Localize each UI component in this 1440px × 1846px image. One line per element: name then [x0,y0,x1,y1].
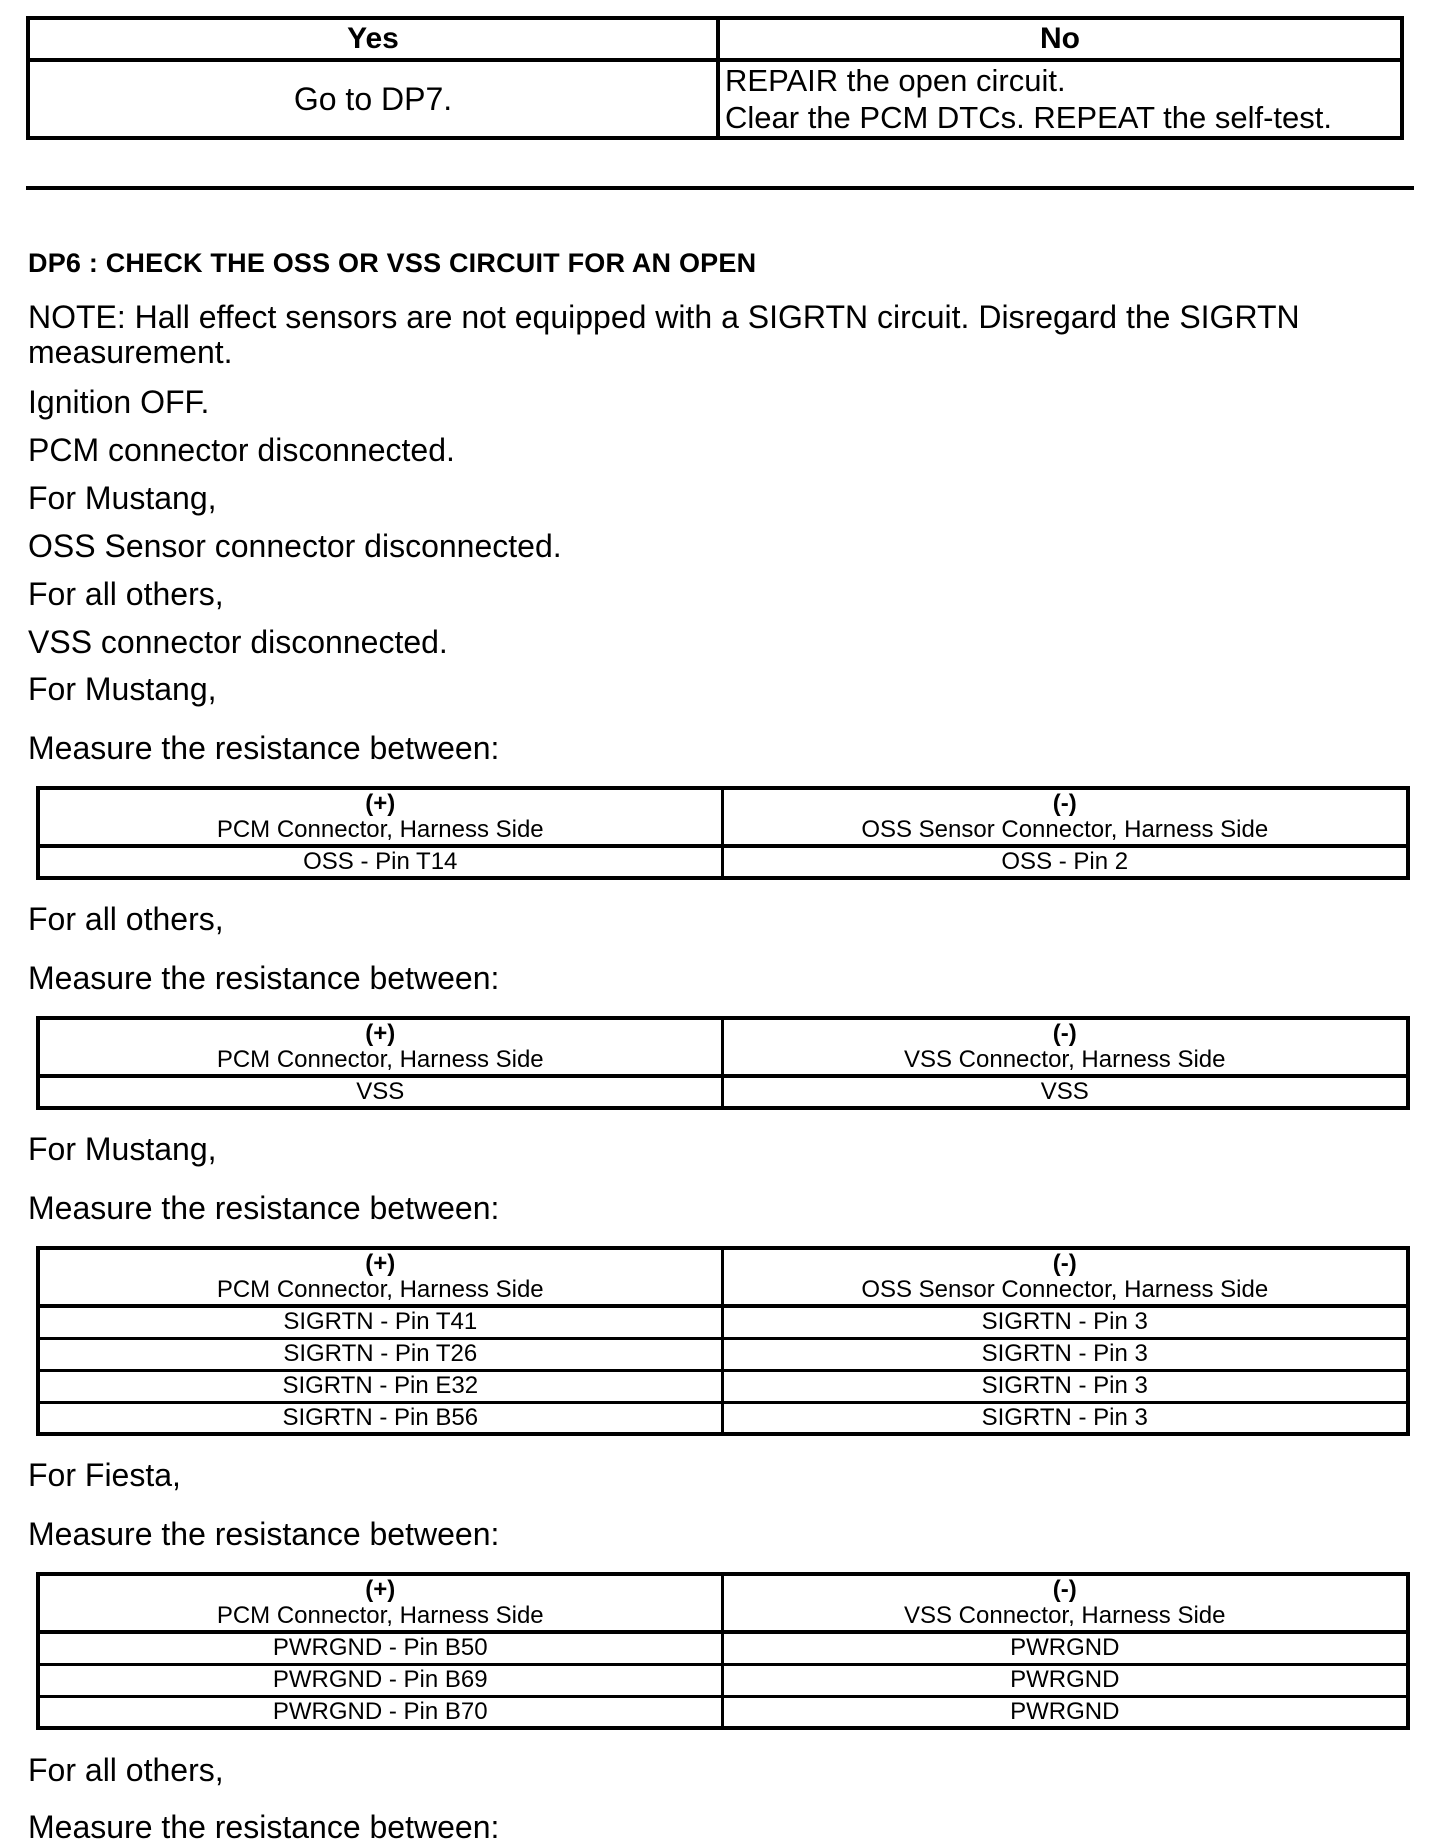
vehicle-label: For Fiesta, [28,1457,181,1493]
plus-label: PCM Connector, Harness Side [216,1276,544,1303]
minus-pin: OSS - Pin 2 [722,846,1408,878]
plus-pin: PWRGND - Pin B70 [38,1696,722,1728]
minus-label: VSS Connector, Harness Side [903,1602,1226,1629]
step-pcm-disconnect: PCM connector disconnected. [28,432,455,468]
plus-header [38,788,722,846]
minus-header [722,788,1408,846]
section-title: DP6 : CHECK THE OSS OR VSS CIRCUIT FOR AN OPEN [28,248,757,278]
minus-pin: PWRGND [722,1664,1408,1696]
measurement-table-sigrtn [36,1246,1410,1436]
yes-header: Yes [28,18,718,60]
plus-pin: OSS - Pin T14 [38,846,722,878]
step-for-mustang: For Mustang, [28,480,217,516]
minus-label: OSS Sensor Connector, Harness Side [861,1276,1269,1303]
plus-header [38,1574,722,1632]
minus-sign: (-) [1052,1020,1077,1047]
decision-table [26,16,1404,140]
step-vss-disconnect: VSS connector disconnected. [28,624,448,660]
no-action-line2: Clear the PCM DTCs. REPEAT the self-test. [725,100,1332,135]
plus-header [38,1018,722,1076]
minus-pin: SIGRTN - Pin 3 [722,1402,1408,1434]
minus-header [722,1574,1408,1632]
minus-pin: SIGRTN - Pin 3 [722,1370,1408,1402]
measure-instruction: Measure the resistance between: [28,1809,500,1845]
plus-sign: (+) [365,790,396,817]
plus-pin: SIGRTN - Pin T26 [38,1338,722,1370]
vehicle-label: For Mustang, [28,1131,217,1167]
minus-pin: PWRGND [722,1696,1408,1728]
minus-pin: PWRGND [722,1632,1408,1664]
section-divider [26,186,1414,190]
measurement-table-oss [36,786,1410,880]
minus-header [722,1248,1408,1306]
no-header: No [718,18,1402,60]
plus-pin: SIGRTN - Pin E32 [38,1370,722,1402]
plus-label: PCM Connector, Harness Side [216,1602,544,1629]
minus-pin: VSS [722,1076,1408,1108]
minus-label: OSS Sensor Connector, Harness Side [861,816,1269,843]
minus-label: VSS Connector, Harness Side [903,1046,1226,1073]
plus-sign: (+) [365,1020,396,1047]
plus-pin: PWRGND - Pin B50 [38,1632,722,1664]
measure-instruction: Measure the resistance between: [28,730,500,766]
no-action-line1: REPAIR the open circuit. [725,63,1066,98]
minus-header [722,1018,1408,1076]
vehicle-label: For all others, [28,901,224,937]
note-text: NOTE: Hall effect sensors are not equipped with a SIGRTN circuit. Disregard the SIGRTN measurement. [28,299,1300,370]
plus-label: PCM Connector, Harness Side [216,816,544,843]
plus-header [38,1248,722,1306]
measurement-table-pwrgnd [36,1572,1410,1730]
no-action [718,60,1402,138]
plus-pin: SIGRTN - Pin T41 [38,1306,722,1338]
minus-sign: (-) [1052,790,1077,817]
minus-sign: (-) [1052,1250,1077,1277]
measure-instruction: Measure the resistance between: [28,1516,500,1552]
minus-pin: SIGRTN - Pin 3 [722,1338,1408,1370]
step-oss-disconnect: OSS Sensor connector disconnected. [28,528,562,564]
minus-pin: SIGRTN - Pin 3 [722,1306,1408,1338]
yes-action: Go to DP7. [28,60,718,138]
plus-pin: SIGRTN - Pin B56 [38,1402,722,1434]
measure-instruction: Measure the resistance between: [28,1190,500,1226]
step-for-all-others: For all others, [28,576,224,612]
plus-sign: (+) [365,1576,396,1603]
plus-pin: VSS [38,1076,722,1108]
plus-sign: (+) [365,1250,396,1277]
vehicle-label: For all others, [28,1752,224,1788]
minus-sign: (-) [1052,1576,1077,1603]
plus-pin: PWRGND - Pin B69 [38,1664,722,1696]
vehicle-label: For Mustang, [28,671,217,707]
step-ignition: Ignition OFF. [28,384,210,420]
measurement-table-vss [36,1016,1410,1110]
measure-instruction: Measure the resistance between: [28,960,500,996]
plus-label: PCM Connector, Harness Side [216,1046,544,1073]
